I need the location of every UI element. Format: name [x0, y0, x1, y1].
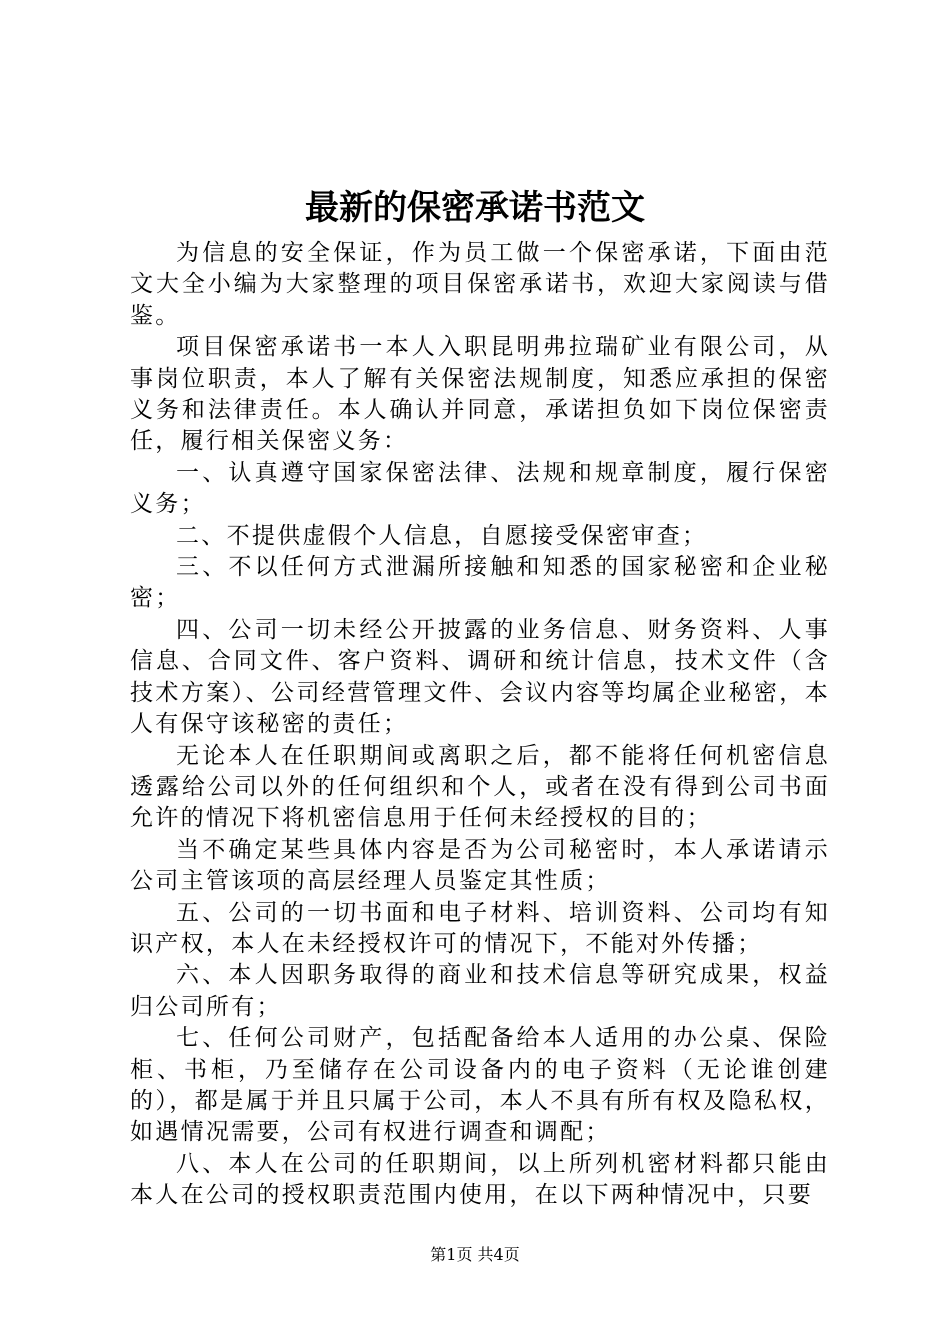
paragraph: 一、认真遵守国家保密法律、法规和规章制度，履行保密义务；	[130, 459, 830, 518]
paragraph: 为信息的安全保证，作为员工做一个保密承诺，下面由范文大全小编为大家整理的项目保密承诺书，欢迎大家阅读与借鉴。	[130, 240, 830, 329]
document-body	[130, 238, 830, 1212]
paragraph: 二、不提供虚假个人信息，自愿接受保密审查；	[176, 522, 708, 549]
paragraph: 六、本人因职务取得的商业和技术信息等研究成果，权益归公司所有；	[130, 962, 830, 1020]
paragraph: 无论本人在任职期间或离职之后，都不能将任何机密信息透露给公司以外的任何组织和个人，或者在没有得到公司书面允许的情况下将机密信息用于任何未经授权的目的；	[130, 742, 830, 832]
document-title: 最新的保密承诺书范文	[305, 188, 645, 228]
paragraph: 七、任何公司财产，包括配备给本人适用的办公桌、保险柜、书柜，乃至储存在公司设备内的电子资料（无论谁创建的），都是属于并且只属于公司，本人不具有所有权及隐私权，如遇情况需要，公司有权进行调查和调配；	[130, 1025, 830, 1146]
page-number-footer: 第1页 共4页	[430, 1245, 520, 1264]
paragraph: 八、本人在公司的任职期间，以上所列机密材料都只能由本人在公司的授权职责范围内使用，在以下两种情况中，只要	[130, 1150, 830, 1209]
paragraph: 三、不以任何方式泄漏所接触和知悉的国家秘密和企业秘密；	[130, 554, 830, 612]
paragraph: 当不确定某些具体内容是否为公司秘密时，本人承诺请示公司主管该项的高层经理人员鉴定其性质；	[130, 836, 830, 895]
paragraph: 五、公司的一切书面和电子材料、培训资料、公司均有知识产权，本人在未经授权许可的情况下，不能对外传播；	[130, 899, 830, 957]
paragraph: 项目保密承诺书一本人入职昆明弗拉瑞矿业有限公司，从事岗位职责，本人了解有关保密法规制度，知悉应承担的保密义务和法律责任。本人确认并同意，承诺担负如下岗位保密责任，履行相关保密义务：	[130, 334, 830, 455]
paragraph: 四、公司一切未经公开披露的业务信息、财务资料、人事信息、合同文件、客户资料、调研和统计信息，技术文件（含技术方案）、公司经营管理文件、会议内容等均属企业秘密，本人有保守该秘密的责任；	[130, 616, 830, 738]
